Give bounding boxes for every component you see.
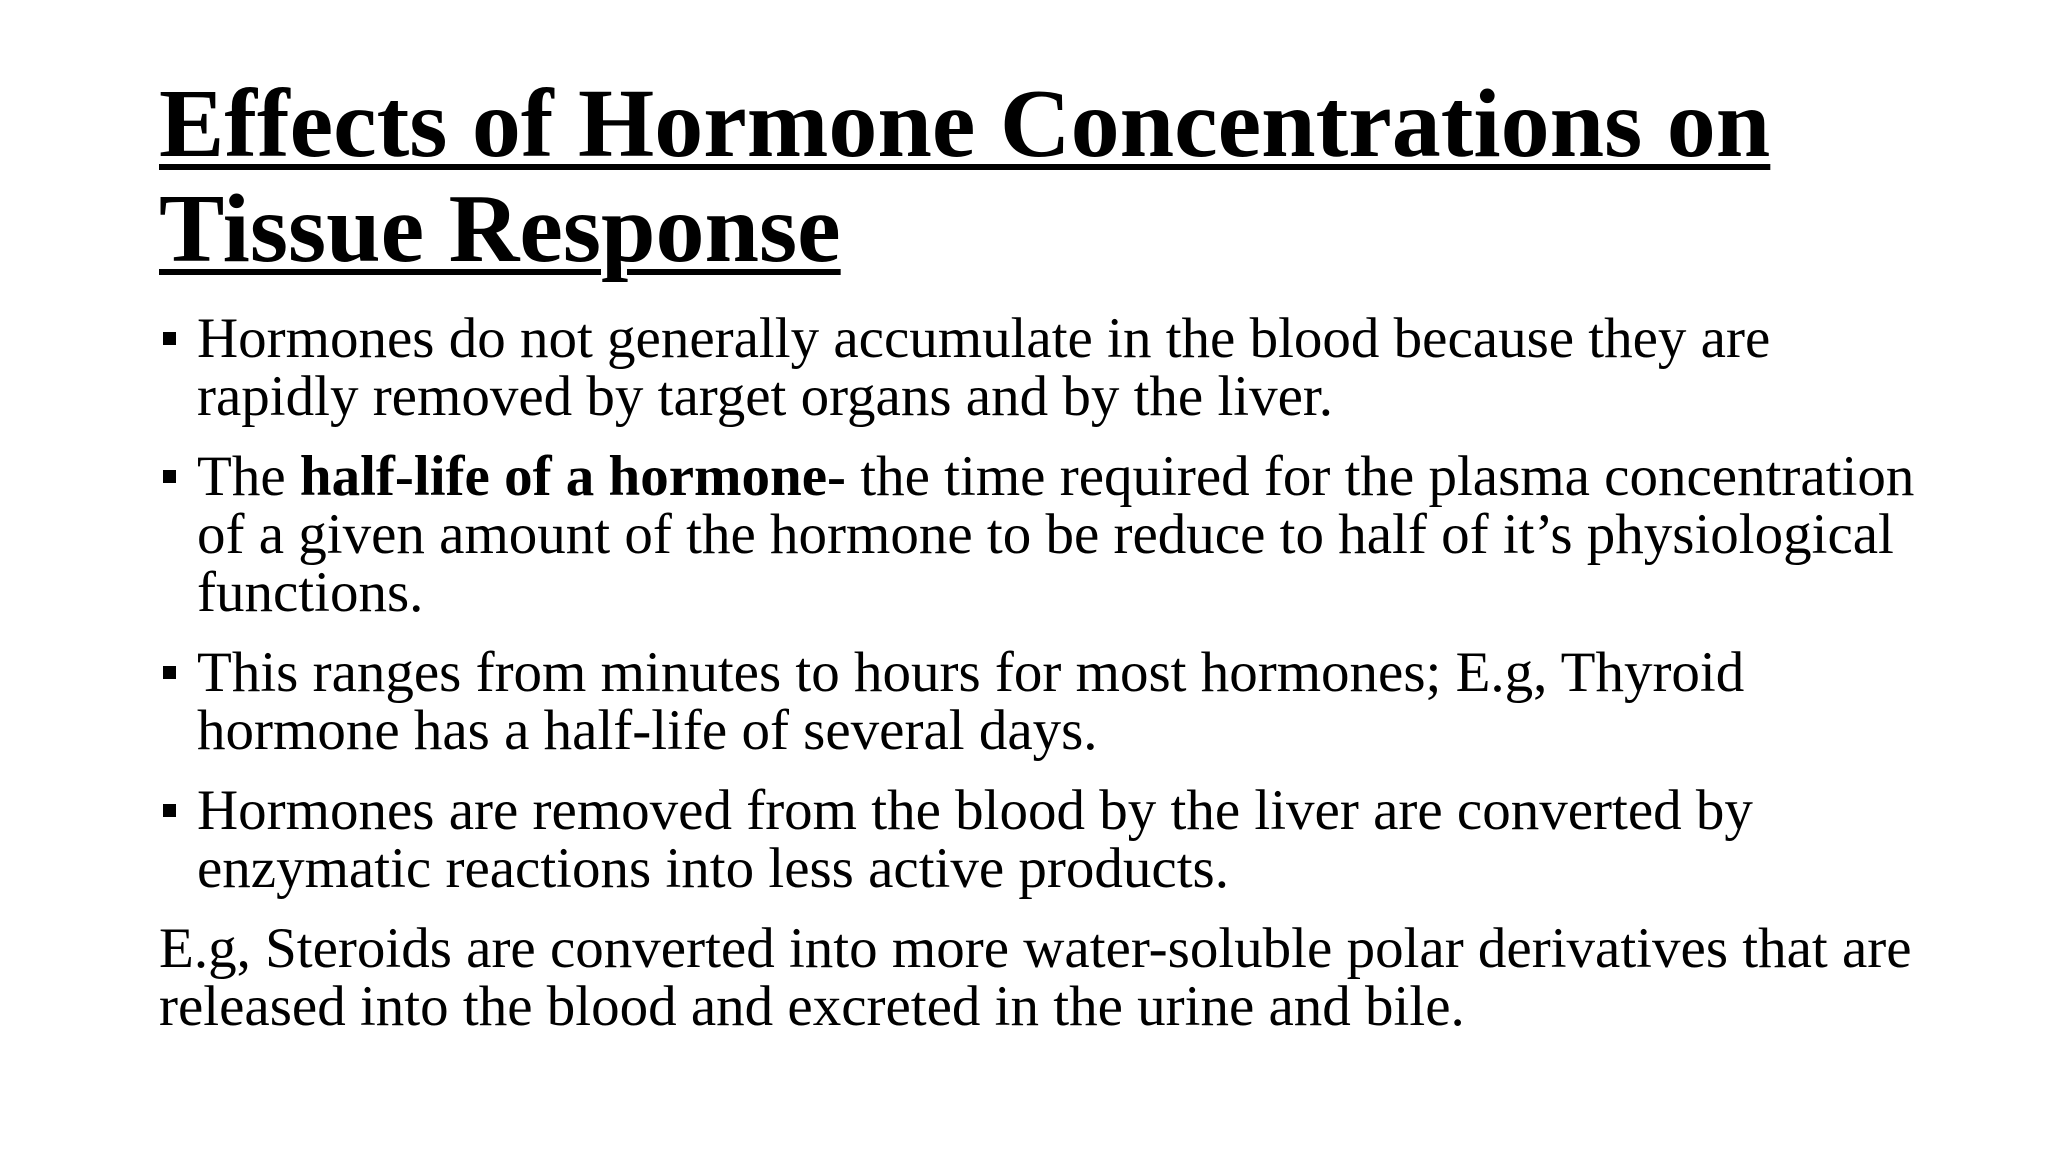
bullet-text-suffix: the time required for the plasma concentration of a given amount of the hormone to be reduce to half of it’s physiological functions. — [197, 445, 1915, 624]
slide-title-line-1: Effects of Hormone Concentrations on — [159, 70, 1771, 178]
bullet-text: Hormones are removed from the blood by the liver are converted by enzymatic reactions into less active products. — [197, 779, 1753, 900]
slide-title-line-2: Tissue Response — [159, 175, 841, 283]
bullet-text-bold-term: half-life of a hormone- — [299, 445, 847, 508]
square-bullet-icon — [163, 804, 176, 817]
bullet-item-removal — [159, 307, 1939, 428]
bullet-text-prefix: The — [197, 445, 300, 508]
bullet-text: This ranges from minutes to hours for most hormones; E.g, Thyroid hormone has a half-life of several days. — [197, 641, 1745, 762]
bullet-item-half-life — [159, 445, 1939, 624]
bullet-item-liver-conversion — [159, 779, 1939, 900]
bullet-list — [159, 307, 1939, 900]
bullet-item-ranges — [159, 641, 1939, 762]
closing-paragraph: E.g, Steroids are converted into more water-soluble polar derivatives that are released into the blood and excreted in the urine and bile. — [159, 917, 1912, 1038]
bullet-text: Hormones do not generally accumulate in the blood because they are rapidly removed by target organs and by the liver. — [197, 307, 1771, 428]
square-bullet-icon — [163, 332, 176, 345]
square-bullet-icon — [163, 666, 176, 679]
slide-body — [159, 307, 1939, 1038]
slide-title — [159, 72, 1959, 282]
square-bullet-icon — [163, 470, 176, 483]
